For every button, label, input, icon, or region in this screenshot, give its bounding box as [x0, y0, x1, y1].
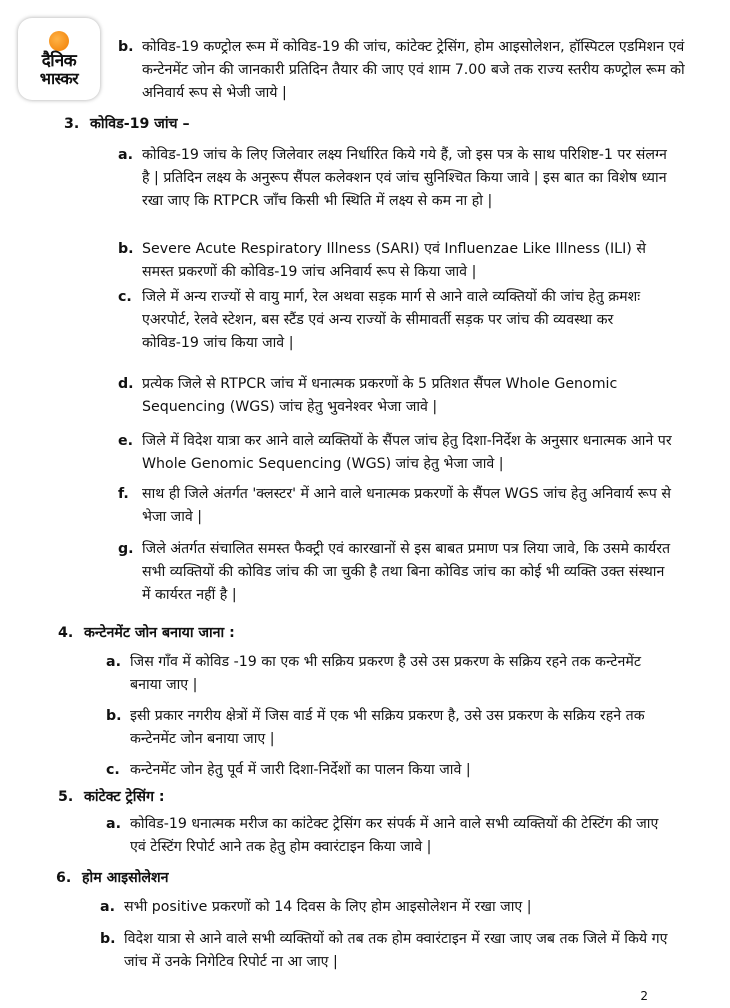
item-label: b.: [106, 708, 122, 724]
item-label: d.: [118, 376, 134, 392]
section-number: 3.: [64, 116, 80, 132]
item-label: a.: [106, 816, 121, 832]
item-text: विदेश यात्रा से आने वाले सभी व्यक्तियों को तब तक होम क्वारंटाइन में रखा जाए जब तक जिले में किये गए जांच में उनके निगेटिव रिपोर्ट ना आ जाए |: [124, 931, 668, 970]
list-item: [118, 36, 688, 105]
item-label: a.: [100, 899, 115, 915]
section-title: होम आइसोलेशन: [82, 870, 169, 886]
dainik-bhaskar-logo: [18, 18, 100, 100]
item-label: b.: [118, 241, 134, 257]
item-label: f.: [118, 486, 129, 502]
item-text: जिले में अन्य राज्यों से वायु मार्ग, रेल अथवा सड़क मार्ग से आने वाले व्यक्तियों की जांच हेतु क्रमशः एअरपोर्ट, रेलवे स्टेशन, बस स्टैंड एवं अन्य राज्यों के सीमावर्ती सड़क पर जांच की व्यवस्था कर कोविड-19 जांच किया जावे |: [142, 289, 641, 351]
item-label: c.: [106, 762, 120, 778]
section-heading: [58, 622, 235, 645]
logo-line1: दैनिक: [41, 50, 77, 71]
list-item: [106, 705, 670, 751]
item-text: जिले अंतर्गत संचालित समस्त फैक्ट्री एवं कारखानों से इस बाबत प्रमाण पत्र लिया जावे, कि उसमे कार्यरत सभी व्यक्तियों की कोविड जांच की जा चुकी है तथा बिना कोविड जांच का कोई भी व्यक्ति उक्त संस्थान में कार्यरत नहीं है |: [142, 541, 671, 603]
item-text: साथ ही जिले अंतर्गत 'क्लस्टर' में आने वाले धनात्मक प्रकरणों के सैंपल WGS जांच हेतु अनिवार्य रूप से भेजा जावे |: [142, 486, 671, 525]
section-title: कन्टेनमेंट जोन बनाया जाना :: [84, 625, 235, 641]
sun-icon: [49, 31, 69, 51]
list-item: [118, 286, 674, 355]
item-text: कन्टेनमेंट जोन हेतु पूर्व में जारी दिशा-निर्देशों का पालन किया जावे |: [130, 762, 471, 778]
logo-line2: भास्कर: [39, 68, 79, 88]
list-item: [118, 538, 674, 607]
item-text: जिले में विदेश यात्रा कर आने वाले व्यक्तियों के सैंपल जांच हेतु दिशा-निर्देश के अनुसार धनात्मक आने पर Whole Genomic Sequencing (WGS) जांच हेतु भेजा जावे |: [142, 433, 672, 472]
item-text: कोविड-19 कण्ट्रोल रूम में कोविड-19 की जांच, कांटेक्ट ट्रेसिंग, होम आइसोलेशन, हॉस्पिटल एडमिशन एवं कन्टेनमेंट जोन की जानकारी प्रतिदिन तैयार की जाए एवं शाम 7.00 बजे तक राज्य स्तरीय कण्ट्रोल रूम को अनिवार्य रूप से भेजी जाये |: [142, 39, 685, 101]
list-item: [118, 430, 674, 476]
list-item: [118, 483, 674, 529]
item-text: जिस गाँव में कोविड -19 का एक भी सक्रिय प्रकरण है उसे उस प्रकरण के सक्रिय रहने तक कन्टेनमेंट बनाया जाए |: [130, 654, 642, 693]
item-label: g.: [118, 541, 134, 557]
section-heading: [56, 867, 169, 890]
list-item: [118, 238, 674, 284]
section-number: 5.: [58, 789, 74, 805]
item-label: a.: [106, 654, 121, 670]
item-label: e.: [118, 433, 134, 449]
item-text: इसी प्रकार नगरीय क्षेत्रों में जिस वार्ड में एक भी सक्रिय प्रकरण है, उसे उस प्रकरण के सक्रिय रहने तक कन्टेनमेंट जोन बनाया जाए |: [130, 708, 645, 747]
list-item: [106, 759, 670, 782]
section-number: 6.: [56, 870, 72, 886]
list-item: [106, 651, 670, 697]
section-title: कोविड-19 जांच –: [90, 116, 190, 132]
page-number: 2: [640, 989, 648, 1003]
section-heading: [58, 786, 165, 809]
list-item: [118, 144, 674, 213]
list-item: [100, 896, 670, 919]
item-label: b.: [118, 39, 134, 55]
item-text: कोविड-19 जांच के लिए जिलेवार लक्ष्य निर्धारित किये गये हैं, जो इस पत्र के साथ परिशिष्ट-1 पर संलग्न है | प्रतिदिन लक्ष्य के अनुरूप सैंपल कलेक्शन एवं जांच सुनिश्चित किया जावे | इस बात का विशेष ध्यान रखा जाए कि RTPCR जाँच किसी भी स्थिति में लक्ष्य से कम ना हो |: [142, 147, 667, 209]
section-heading: [64, 113, 190, 136]
list-item: [106, 813, 670, 859]
item-text: सभी positive प्रकरणों को 14 दिवस के लिए होम आइसोलेशन में रखा जाए |: [124, 899, 532, 915]
item-text: Severe Acute Respiratory Illness (SARI) एवं Influenzae Like Illness (ILI) से समस्त प्रकरणों की कोविड-19 जांच अनिवार्य रूप से किया जावे |: [142, 241, 646, 280]
section-title: कांटेक्ट ट्रेसिंग :: [84, 789, 165, 805]
list-item: [100, 928, 670, 974]
list-item: [118, 373, 674, 419]
item-label: b.: [100, 931, 116, 947]
item-text: प्रत्येक जिले से RTPCR जांच में धनात्मक प्रकरणों के 5 प्रतिशत सैंपल Whole Genomic Sequencing (WGS) जांच हेतु भुवनेश्वर भेजा जावे |: [142, 376, 618, 415]
section-number: 4.: [58, 625, 74, 641]
item-label: a.: [118, 147, 133, 163]
item-label: c.: [118, 289, 132, 305]
item-text: कोविड-19 धनात्मक मरीज का कांटेक्ट ट्रेसिंग कर संपर्क में आने वाले सभी व्यक्तियों की टेस्टिंग की जाए एवं टेस्टिंग रिपोर्ट आने तक हेतु होम क्वारंटाइन किया जावे |: [130, 816, 659, 855]
